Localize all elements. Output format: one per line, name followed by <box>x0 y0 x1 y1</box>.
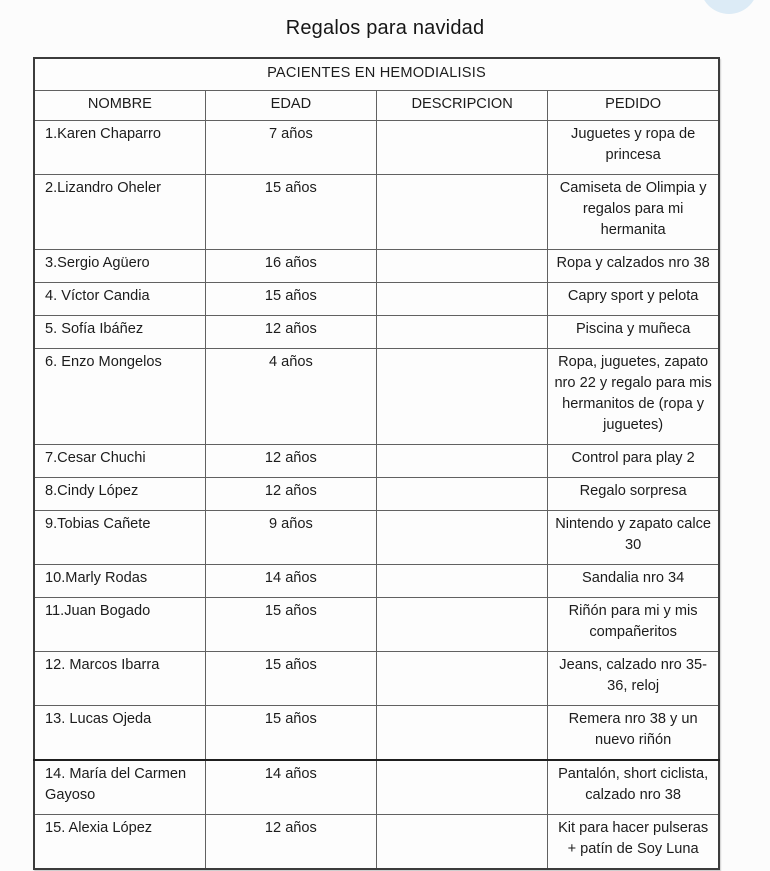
cell-edad: 16 años <box>205 250 376 283</box>
corner-decoration-circle <box>700 0 758 14</box>
table-row <box>34 815 719 870</box>
cell-nombre: 15. Alexia López <box>34 815 205 870</box>
table-row <box>34 511 719 565</box>
cell-edad: 15 años <box>205 652 376 706</box>
cell-nombre: 1.Karen Chaparro <box>34 121 205 175</box>
cell-edad: 7 años <box>205 121 376 175</box>
table-row <box>34 565 719 598</box>
column-header-descripcion: DESCRIPCION <box>377 91 548 121</box>
table-row <box>34 349 719 445</box>
table-row <box>34 445 719 478</box>
cell-pedido: Capry sport y pelota <box>548 283 719 316</box>
table-body <box>34 121 719 870</box>
cell-descripcion <box>377 316 548 349</box>
cell-edad: 12 años <box>205 445 376 478</box>
patients-table <box>33 57 720 870</box>
cell-nombre: 11.Juan Bogado <box>34 598 205 652</box>
table-header-row <box>34 91 719 121</box>
cell-descripcion <box>377 760 548 815</box>
cell-descripcion <box>377 445 548 478</box>
table-row <box>34 316 719 349</box>
cell-pedido: Camiseta de Olimpia y regalos para mi hermanita <box>548 175 719 250</box>
cell-descripcion <box>377 511 548 565</box>
column-header-pedido: PEDIDO <box>548 91 719 121</box>
cell-edad: 12 años <box>205 815 376 870</box>
table-row <box>34 175 719 250</box>
cell-descripcion <box>377 175 548 250</box>
cell-nombre: 13. Lucas Ojeda <box>34 706 205 761</box>
column-header-edad: EDAD <box>205 91 376 121</box>
cell-descripcion <box>377 565 548 598</box>
cell-descripcion <box>377 121 548 175</box>
cell-descripcion <box>377 349 548 445</box>
column-header-nombre: NOMBRE <box>34 91 205 121</box>
cell-nombre: 9.Tobias Cañete <box>34 511 205 565</box>
cell-descripcion <box>377 250 548 283</box>
cell-edad: 15 años <box>205 598 376 652</box>
cell-edad: 15 años <box>205 175 376 250</box>
cell-pedido: Nintendo y zapato calce 30 <box>548 511 719 565</box>
table-caption-row <box>34 58 719 91</box>
cell-descripcion <box>377 598 548 652</box>
table-row <box>34 478 719 511</box>
cell-nombre: 6. Enzo Mongelos <box>34 349 205 445</box>
cell-descripcion <box>377 815 548 870</box>
cell-nombre: 12. Marcos Ibarra <box>34 652 205 706</box>
cell-nombre: 3.Sergio Agüero <box>34 250 205 283</box>
cell-edad: 15 años <box>205 706 376 761</box>
cell-descripcion <box>377 706 548 761</box>
page-title: Regalos para navidad <box>285 17 485 39</box>
cell-nombre: 4. Víctor Candia <box>34 283 205 316</box>
cell-edad: 12 años <box>205 478 376 511</box>
cell-edad: 15 años <box>205 283 376 316</box>
cell-pedido: Kit para hacer pulseras + patín de Soy Luna <box>548 815 719 870</box>
cell-edad: 14 años <box>205 565 376 598</box>
table-row <box>34 121 719 175</box>
cell-descripcion <box>377 478 548 511</box>
table-row <box>34 283 719 316</box>
cell-nombre: 10.Marly Rodas <box>34 565 205 598</box>
cell-pedido: Sandalia nro 34 <box>548 565 719 598</box>
table-row <box>34 760 719 815</box>
cell-pedido: Remera nro 38 y un nuevo riñón <box>548 706 719 761</box>
cell-nombre: 8.Cindy López <box>34 478 205 511</box>
cell-pedido: Regalo sorpresa <box>548 478 719 511</box>
cell-pedido: Piscina y muñeca <box>548 316 719 349</box>
cell-edad: 4 años <box>205 349 376 445</box>
cell-pedido: Ropa, juguetes, zapato nro 22 y regalo para mis hermanitos de (ropa y juguetes) <box>548 349 719 445</box>
cell-pedido: Riñón para mi y mis compañeritos <box>548 598 719 652</box>
cell-pedido: Juguetes y ropa de princesa <box>548 121 719 175</box>
cell-descripcion <box>377 652 548 706</box>
cell-pedido: Jeans, calzado nro 35-36, reloj <box>548 652 719 706</box>
table-row <box>34 250 719 283</box>
cell-edad: 14 años <box>205 760 376 815</box>
cell-pedido: Ropa y calzados nro 38 <box>548 250 719 283</box>
cell-edad: 12 años <box>205 316 376 349</box>
cell-pedido: Control para play 2 <box>548 445 719 478</box>
cell-nombre: 14. María del Carmen Gayoso <box>34 760 205 815</box>
table-row <box>34 652 719 706</box>
cell-pedido: Pantalón, short ciclista, calzado nro 38 <box>548 760 719 815</box>
cell-descripcion <box>377 283 548 316</box>
table-caption: PACIENTES EN HEMODIALISIS <box>34 58 719 91</box>
table-row <box>34 706 719 761</box>
table-row <box>34 598 719 652</box>
cell-nombre: 7.Cesar Chuchi <box>34 445 205 478</box>
cell-edad: 9 años <box>205 511 376 565</box>
cell-nombre: 5. Sofía Ibáñez <box>34 316 205 349</box>
cell-nombre: 2.Lizandro Oheler <box>34 175 205 250</box>
